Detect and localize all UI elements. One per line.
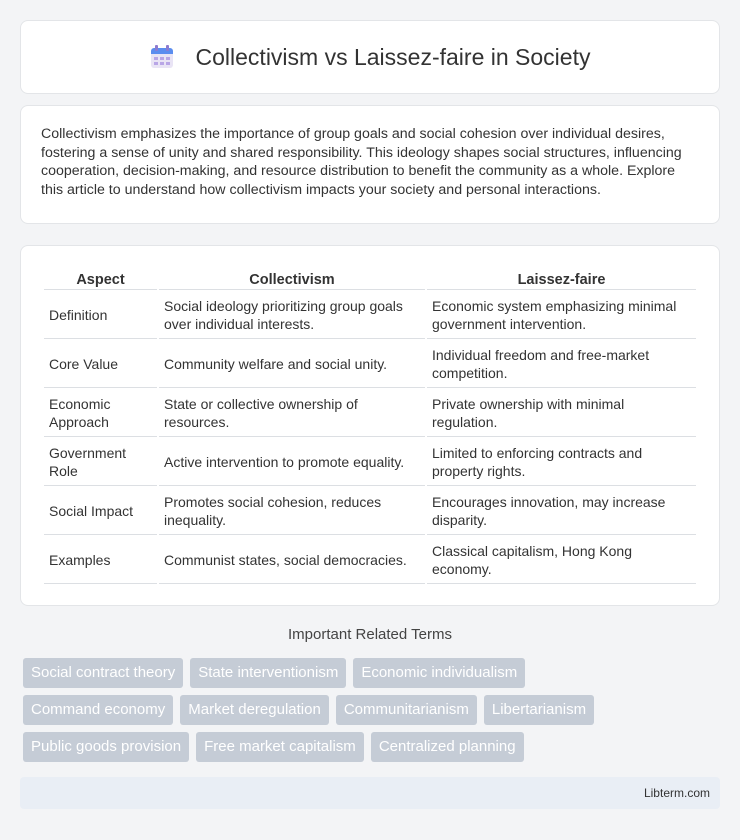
tag-state-interventionism[interactable]: State interventionism	[190, 658, 346, 688]
tag-row	[23, 732, 723, 762]
tag-market-deregulation[interactable]: Market deregulation	[180, 695, 329, 725]
tag-social-contract-theory[interactable]: Social contract theory	[23, 658, 183, 688]
table-cell-collectivism: Promotes social cohesion, reduces inequality.	[159, 488, 425, 535]
tag-free-market-capitalism[interactable]: Free market capitalism	[196, 732, 364, 762]
table-cell-collectivism: State or collective ownership of resources.	[159, 390, 425, 437]
intro-card	[20, 105, 720, 224]
table-cell-laissez-faire: Encourages innovation, may increase disparity.	[427, 488, 696, 535]
table-cell-aspect: Government Role	[44, 439, 157, 486]
header-aspect: Aspect	[44, 268, 157, 290]
table-row	[44, 341, 696, 388]
comparison-table	[42, 266, 698, 586]
table-cell-collectivism: Community welfare and social unity.	[159, 341, 425, 388]
tag-public-goods-provision[interactable]: Public goods provision	[23, 732, 189, 762]
table-row	[44, 537, 696, 584]
table-cell-laissez-faire: Individual freedom and free-market competition.	[427, 341, 696, 388]
table-row	[44, 439, 696, 486]
table-cell-collectivism: Active intervention to promote equality.	[159, 439, 425, 486]
header-laissez-faire: Laissez-faire	[427, 268, 696, 290]
footer	[20, 777, 720, 809]
table-cell-aspect: Social Impact	[44, 488, 157, 535]
intro-text: Collectivism emphasizes the importance of group goals and social cohesion over individual desires, fostering a sense of unity and shared responsibility. This ideology shapes social structures, influencing cooperation, decision-making, and resource distribution to benefit the community as a whole. Explore this article to understand how collectivism impacts your society and personal interactions.	[41, 126, 682, 198]
calendar-icon	[150, 45, 174, 69]
page-title: Collectivism vs Laissez-faire in Society	[195, 43, 591, 70]
header-collectivism: Collectivism	[159, 268, 425, 290]
table-header-row	[44, 268, 696, 290]
table-cell-aspect: Economic Approach	[44, 390, 157, 437]
table-cell-aspect: Examples	[44, 537, 157, 584]
tag-communitarianism[interactable]: Communitarianism	[336, 695, 477, 725]
related-terms	[23, 658, 723, 769]
table-cell-aspect: Core Value	[44, 341, 157, 388]
tag-economic-individualism[interactable]: Economic individualism	[353, 658, 525, 688]
tag-command-economy[interactable]: Command economy	[23, 695, 173, 725]
table-row	[44, 488, 696, 535]
table-cell-laissez-faire: Economic system emphasizing minimal government intervention.	[427, 292, 696, 339]
tag-row	[23, 658, 723, 688]
table-cell-collectivism: Communist states, social democracies.	[159, 537, 425, 584]
related-terms-title: Important Related Terms	[288, 626, 452, 643]
tag-row	[23, 695, 723, 725]
table-cell-collectivism: Social ideology prioritizing group goals over individual interests.	[159, 292, 425, 339]
table-row	[44, 292, 696, 339]
table-cell-laissez-faire: Limited to enforcing contracts and property rights.	[427, 439, 696, 486]
table-cell-laissez-faire: Private ownership with minimal regulation.	[427, 390, 696, 437]
comparison-card	[20, 245, 720, 606]
table-row	[44, 390, 696, 437]
table-cell-aspect: Definition	[44, 292, 157, 339]
table-cell-laissez-faire: Classical capitalism, Hong Kong economy.	[427, 537, 696, 584]
tag-centralized-planning[interactable]: Centralized planning	[371, 732, 524, 762]
footer-site-link[interactable]: Libterm.com	[643, 786, 710, 800]
page-header	[20, 20, 720, 94]
tag-libertarianism[interactable]: Libertarianism	[484, 695, 594, 725]
